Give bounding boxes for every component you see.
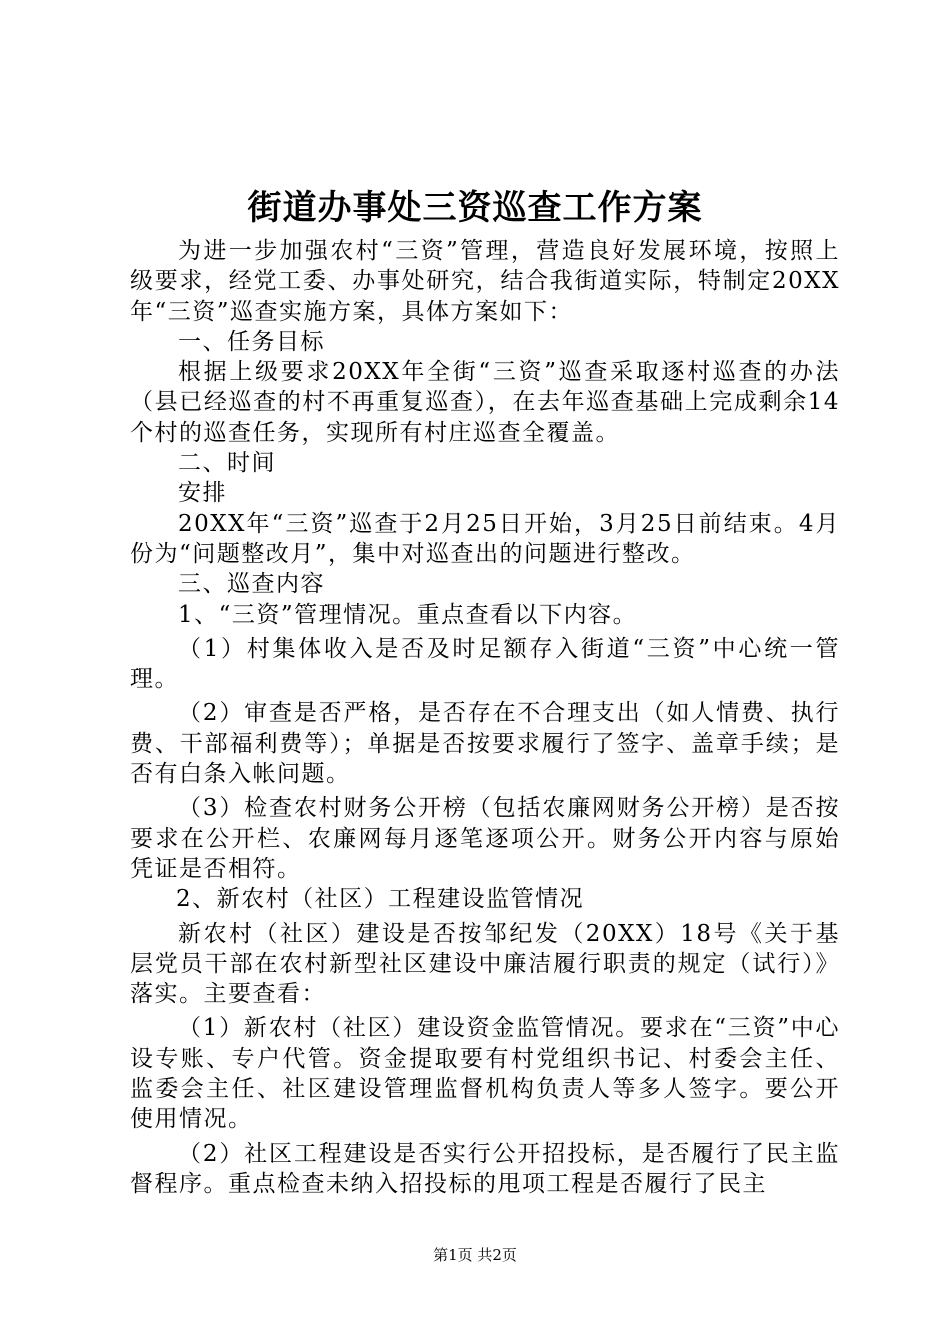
item-three-assets-management: 1、“三资”管理情况。重点查看以下内容。 [178,601,638,628]
subitem-expense-review: （2）审查是否严格，是否存在不合理支出（如人情费、执行费、干部福利费等）；单据是否按要求履行了签字、盖章手续；是否有白条入帐问题。 [130,700,840,788]
heading-inspection-content: 三、巡查内容 [178,571,325,598]
page-footer: 第1页 共2页 [433,1246,517,1264]
subitem-public-bidding: （2）社区工程建设是否实行公开招投标，是否履行了民主监督程序。重点检查未纳入招投标的甩项工程是否履行了民主 [130,1140,840,1197]
subitem-collective-income: （1）村集体收入是否及时足额存入街道“三资”中心统一管理。 [130,635,840,693]
document-body [130,236,840,1199]
document-title: 街道办事处三资巡查工作方案 [247,188,703,228]
paragraph-schedule: 20XX年“三资”巡查于2月25日开始，3月25日前结束。4月份为“问题整改月”，集中对巡查出的问题进行整改。 [130,510,840,567]
paragraph-task-goal: 根据上级要求20XX年全街“三资”巡查采取逐村巡查的办法（县已经巡查的村不再重复巡查），在去年巡查基础上完成剩余14个村的巡查任务，实现所有村庄巡查全覆盖。 [130,359,840,446]
heading-arrangement: 安排 [178,480,227,507]
subitem-finance-disclosure: （3）检查农村财务公开榜（包括农廉网财务公开榜）是否按要求在公开栏、农廉网每月逐笔逐项公开。财务公开内容与原始凭证是否相符。 [130,795,840,882]
subitem-fund-supervision: （1）新农村（社区）建设资金监管情况。要求在“三资”中心设专账、专户代管。资金提取要有村党组织书记、村委会主任、监委会主任、社区建设管理监督机构负责人等多人签字。要公开使用情况。 [130,1015,840,1133]
item-construction-supervision: 2、新农村（社区）工程建设监管情况 [176,886,585,913]
paragraph-community-construction: 新农村（社区）建设是否按邹纪发（20XX）18号《关于基层党员干部在农村新型社区建设中廉洁履行职责的规定（试行）》落实。主要查看： [130,920,840,1008]
paragraph-intro: 为进一步加强农村“三资”管理，营造良好发展环境，按照上级要求，经党工委、办事处研究，结合我街道实际，特制定20XX年“三资”巡查实施方案，具体方案如下： [130,238,840,325]
heading-task-goal: 一、任务目标 [178,328,325,355]
heading-time: 二、时间 [178,450,276,477]
